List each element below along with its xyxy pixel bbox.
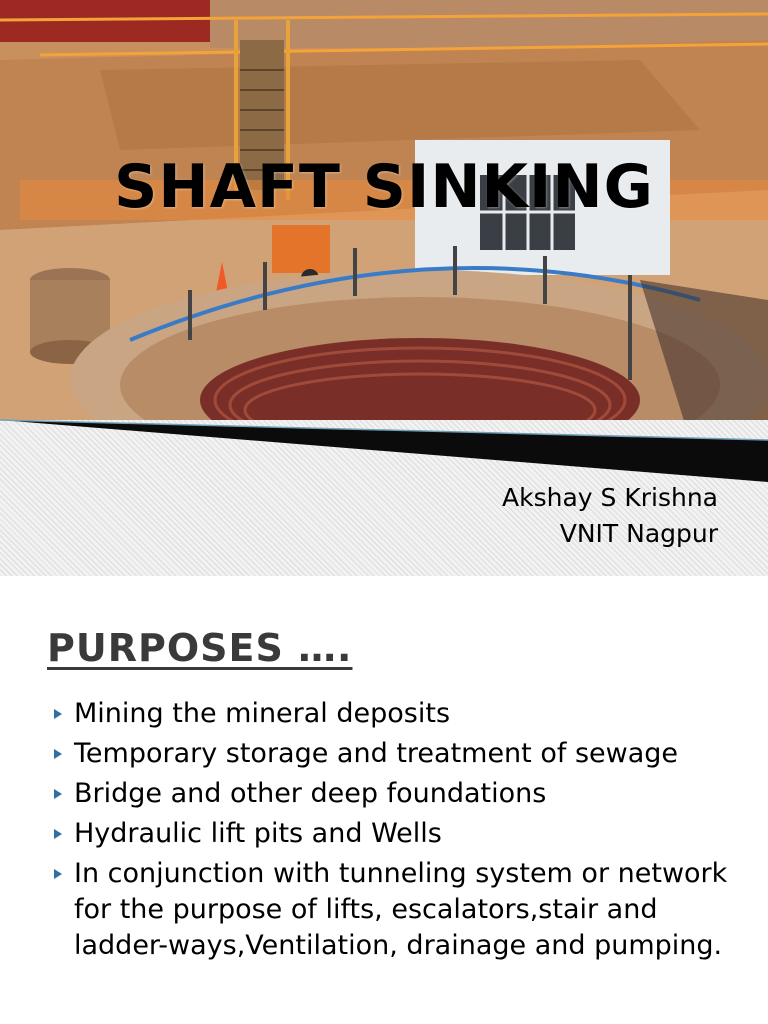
list-item: Hydraulic lift pits and Wells	[52, 816, 742, 852]
purposes-slide	[0, 576, 768, 1024]
bullet-triangle-icon	[54, 789, 62, 799]
bullet-triangle-icon	[54, 709, 62, 719]
list-item: Temporary storage and treatment of sewage	[52, 736, 742, 772]
author-institute: VNIT Nagpur	[559, 519, 718, 548]
slide-title: SHAFT SINKING	[114, 152, 654, 222]
bullet-triangle-icon	[54, 869, 62, 879]
list-item: In conjunction with tunneling system or network for the purpose of lifts, escalators,stair and ladder-ways,Ventilation, drainage and pumping.	[52, 856, 742, 964]
bullet-triangle-icon	[54, 749, 62, 759]
author-name: Akshay S Krishna	[502, 483, 718, 512]
author-block	[502, 480, 718, 552]
slide-heading: PURPOSES ….	[47, 626, 353, 670]
list-item: Bridge and other deep foundations	[52, 776, 742, 812]
bullet-triangle-icon	[54, 829, 62, 839]
list-item: Mining the mineral deposits	[52, 696, 742, 732]
bullet-list	[52, 696, 742, 968]
